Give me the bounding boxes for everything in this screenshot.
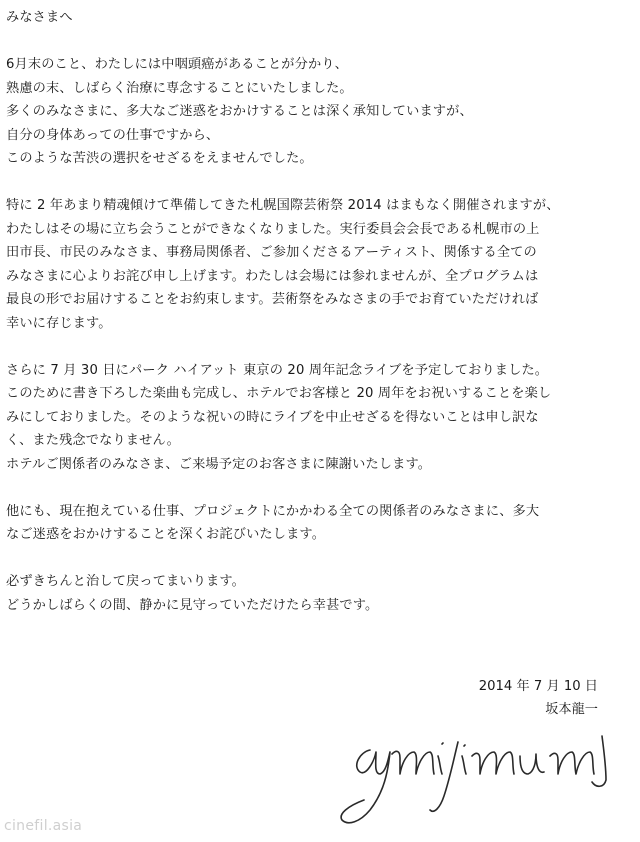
paragraph-line: このような苦渋の選択をせざるをえませんでした。 <box>6 151 313 166</box>
paragraph-apology <box>6 500 634 547</box>
paragraph-line: 6月末のこと、わたしには中咽頭癌があることが分かり、 <box>6 57 348 72</box>
watermark-text: cinefil.asia <box>4 818 83 834</box>
paragraph-line: 必ずきちんと治して戻ってまいります。 <box>6 574 246 589</box>
paragraph-line: 最良の形でお届けすることをお約束します。芸術祭をみなさまの手でお育ていただければ <box>6 292 539 307</box>
paragraph-line: 他にも、現在抱えている仕事、プロジェクトにかかわる全ての関係者のみなさまに、多大 <box>6 503 540 519</box>
paragraph-line: どうかしばらくの間、静かに見守っていただけたら幸甚です。 <box>6 597 379 613</box>
paragraph-closing <box>6 570 634 617</box>
paragraph-line: わたしはその場に立ち会うことができなくなりました。実行委員会会長である札幌市の上 <box>6 221 540 237</box>
greeting: みなさまへ <box>6 10 73 25</box>
paragraph-line: 自分の身体あっての仕事ですから、 <box>6 127 220 143</box>
paragraph-line: 特に 2 年あまり精魂傾けて準備してきた札幌国際芸術祭 2014 はまもなく開催されますが、 <box>6 198 560 213</box>
paragraph-art-festival <box>6 194 634 335</box>
paragraph-hotel-live <box>6 359 634 477</box>
paragraph-line: このために書き下ろした楽曲も完成し、ホテルでお客様と 20 周年をお祝いすることを楽し <box>6 386 552 401</box>
paragraph-line: みにしておりました。そのような祝いの時にライブを中止せざるを得ないことは申し訳な <box>6 409 539 425</box>
handwritten-signature-icon <box>330 722 630 832</box>
paragraph-line: 多くのみなさまに、多大なご迷惑をおかけすることは深く承知していますが、 <box>6 104 473 119</box>
letter-date: 2014 年 7 月 10 日 <box>478 679 598 694</box>
paragraph-line: 田市長、市民のみなさま、事務局関係者、ご参加くださるアーティスト、関係する全ての <box>6 245 537 260</box>
paragraph-diagnosis <box>6 53 634 171</box>
paragraph-line: みなさまに心よりお詫び申し上げます。わたしは会場には参れませんが、全プログラムは <box>6 268 539 284</box>
author-name: 坂本龍一 <box>545 702 598 717</box>
paragraph-line: 幸いに存じます。 <box>6 315 112 331</box>
paragraph-line: 熟慮の末、しばらく治療に専念することにいたしました。 <box>6 80 353 96</box>
letter <box>6 6 634 641</box>
paragraph-line: く、また残念でなりません。 <box>6 433 180 448</box>
paragraph-line: ホテルご関係者のみなさま、ご来場予定のお客さまに陳謝いたします。 <box>6 456 432 472</box>
paragraph-line: なご迷惑をおかけすることを深くお詫びいたします。 <box>6 527 326 542</box>
paragraph-line: さらに 7 月 30 日にパーク ハイアット 東京の 20 周年記念ライブを予定しておりました。 <box>6 362 549 378</box>
